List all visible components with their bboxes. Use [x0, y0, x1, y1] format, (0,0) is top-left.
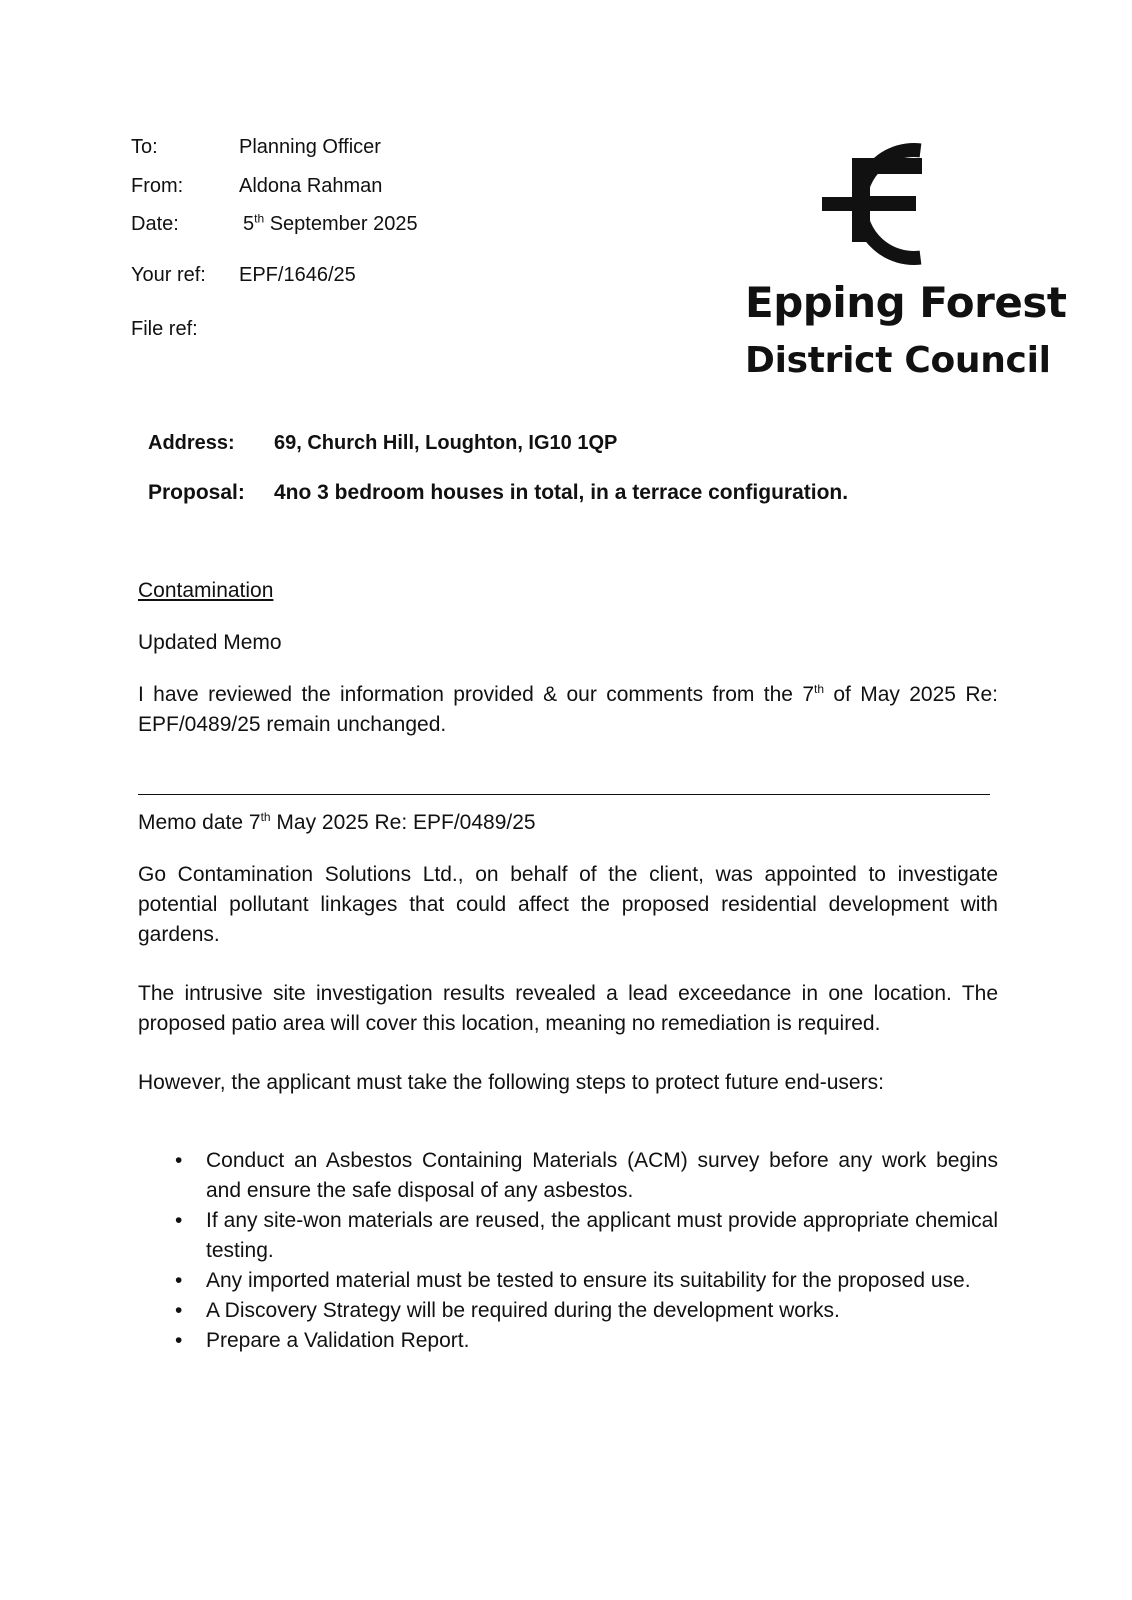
updated-memo-heading: Updated Memo — [138, 631, 282, 654]
address-label: Address: — [148, 432, 235, 454]
logo-line-2: District Council — [745, 340, 1051, 381]
to-label: To: — [131, 136, 158, 158]
list-item — [138, 1266, 998, 1296]
list-item-text: Prepare a Validation Report. — [206, 1329, 470, 1352]
bullet-icon: • — [175, 1269, 183, 1292]
memo-date-sup: th — [260, 810, 271, 824]
from-label: From: — [131, 175, 184, 197]
bullet-icon: • — [175, 1149, 183, 1172]
proposal-value: 4no 3 bedroom houses in total, in a terrace configuration. — [274, 481, 849, 504]
date-suffix: th — [254, 211, 265, 226]
list-item-text: A Discovery Strategy will be required during the development works. — [206, 1299, 840, 1322]
list-item — [138, 1326, 998, 1356]
review-sup: th — [814, 682, 825, 696]
list-item — [138, 1296, 998, 1326]
date-rest: September 2025 — [264, 213, 418, 235]
proposal-label: Proposal: — [148, 481, 245, 504]
date-day: 5 — [243, 213, 255, 235]
memo-date-line — [138, 808, 998, 838]
bullet-icon: • — [175, 1329, 183, 1352]
memo-date-part-2: May 2025 Re: EPF/0489/25 — [270, 811, 536, 834]
list-item-text: If any site-won materials are reused, the applicant must provide appropriate chemical testing. — [206, 1209, 998, 1262]
to-value: Planning Officer — [239, 136, 381, 158]
list-item-text: Conduct an Asbestos Containing Materials (ACM) survey before any work begins and ensure the safe disposal of any asbestos. — [206, 1149, 998, 1202]
memo-date-part-1: Memo date 7 — [138, 811, 261, 834]
date-label: Date: — [131, 213, 179, 235]
paragraph-investigation: The intrusive site investigation results revealed a lead exceedance in one location. The proposed patio area will cover this location, meaning no remediation is required. — [138, 982, 998, 1035]
your-ref-label: Your ref: — [131, 264, 206, 286]
section-heading: Contamination — [138, 579, 274, 602]
date-value — [243, 213, 418, 236]
council-logo-emblem — [812, 134, 932, 274]
your-ref-value: EPF/1646/25 — [239, 264, 356, 286]
file-ref-label: File ref: — [131, 318, 198, 340]
review-paragraph — [138, 680, 998, 740]
from-value: Aldona Rahman — [239, 175, 383, 197]
section-divider — [138, 794, 990, 795]
paragraph-requirements-intro: However, the applicant must take the following steps to protect future end-users: — [138, 1071, 884, 1094]
address-value: 69, Church Hill, Loughton, IG10 1QP — [274, 432, 618, 454]
review-part-2: of May 2025 Re: EPF/0489/25 remain unchanged. — [138, 683, 999, 736]
list-item — [138, 1146, 998, 1206]
bullet-icon: • — [175, 1209, 183, 1232]
bullet-icon: • — [175, 1299, 183, 1322]
ef-monogram-icon — [822, 150, 922, 258]
logo-line-1: Epping Forest — [745, 278, 1067, 327]
list-item-text: Any imported material must be tested to ensure its suitability for the proposed use. — [206, 1269, 971, 1292]
review-part-1: I have reviewed the information provided & our comments from the 7 — [138, 683, 814, 706]
requirements-list — [138, 1146, 998, 1356]
list-item — [138, 1206, 998, 1266]
paragraph-appointment: Go Contamination Solutions Ltd., on behalf of the client, was appointed to investigate potential pollutant linkages that could affect the proposed residential development with gardens. — [138, 863, 998, 946]
